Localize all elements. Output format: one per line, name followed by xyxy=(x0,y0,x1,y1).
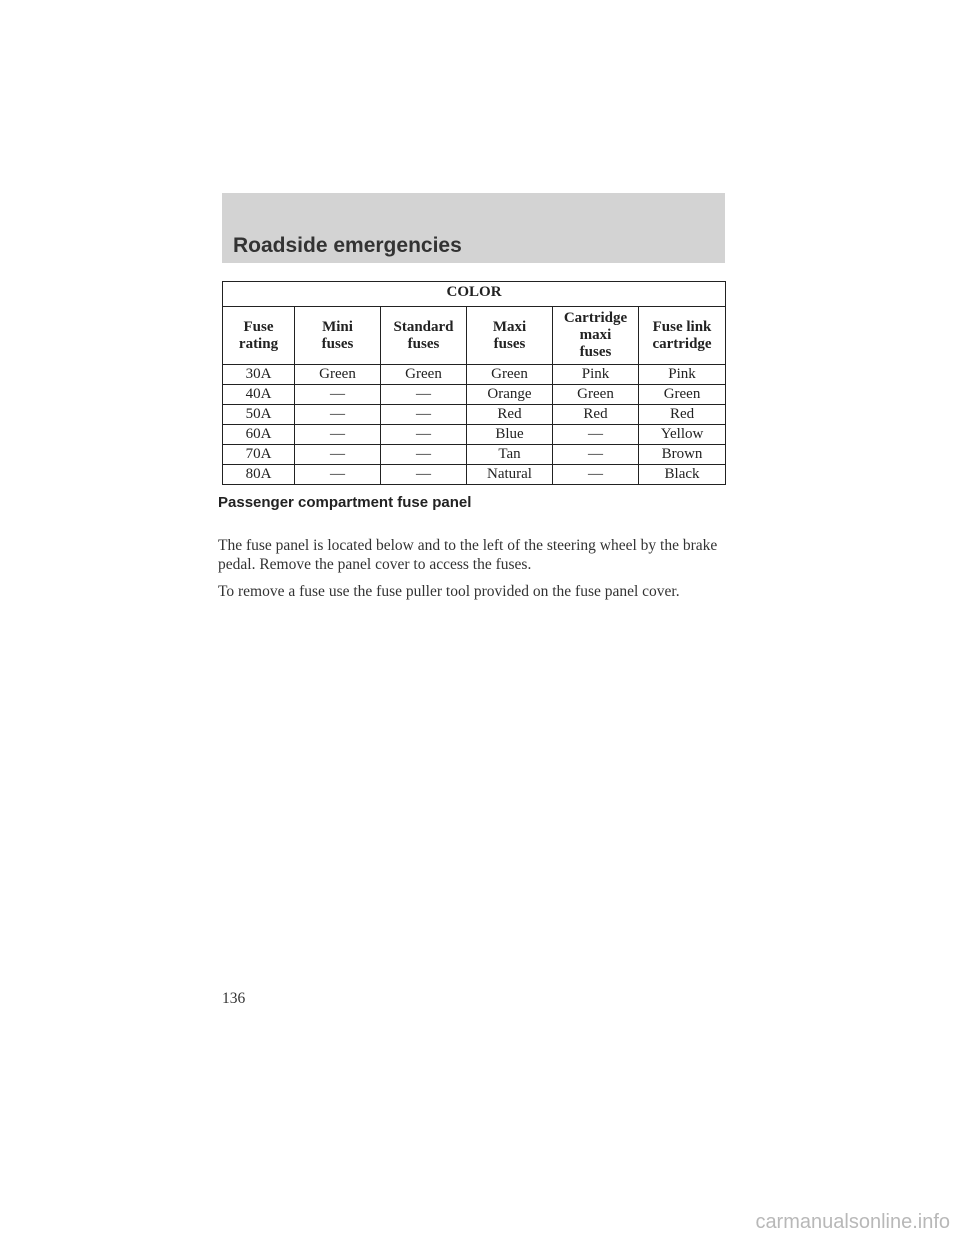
page-number: 136 xyxy=(222,990,246,1007)
table-cell: — xyxy=(381,465,467,485)
column-header-fuse-link-cartridge: Fuse link cartridge xyxy=(639,307,726,365)
table-cell: Natural xyxy=(467,465,553,485)
table-header-row xyxy=(223,307,726,365)
table-row xyxy=(223,465,726,485)
table-cell: — xyxy=(295,425,381,445)
table-cell: — xyxy=(381,425,467,445)
section-heading: Passenger compartment fuse panel xyxy=(218,494,472,511)
column-header-mini-fuses: Mini fuses xyxy=(295,307,381,365)
table-cell: Pink xyxy=(553,365,639,385)
table-cell: Red xyxy=(467,405,553,425)
table-cell: — xyxy=(295,405,381,425)
column-header-standard-fuses: Standard fuses xyxy=(381,307,467,365)
column-header-cartridge-maxi-fuses: Cartridge maxi fuses xyxy=(553,307,639,365)
table-cell: Green xyxy=(639,385,726,405)
table-cell: — xyxy=(381,405,467,425)
table-cell: Red xyxy=(639,405,726,425)
table-cell: — xyxy=(381,445,467,465)
table-cell: Brown xyxy=(639,445,726,465)
table-cell: — xyxy=(295,465,381,485)
table-group-header: COLOR xyxy=(223,282,726,307)
table-row xyxy=(223,425,726,445)
fuse-color-table xyxy=(222,281,726,485)
table-cell: — xyxy=(295,385,381,405)
section-title: Roadside emergencies xyxy=(233,234,462,257)
table-cell: Red xyxy=(553,405,639,425)
table-cell: 70A xyxy=(223,445,295,465)
table-cell: — xyxy=(553,465,639,485)
table-cell: 60A xyxy=(223,425,295,445)
column-header-maxi-fuses: Maxi fuses xyxy=(467,307,553,365)
table-cell: Blue xyxy=(467,425,553,445)
table-cell: Green xyxy=(381,365,467,385)
body-paragraph: The fuse panel is located below and to the left of the steering wheel by the brake pedal. Remove the panel cover to access the fuses. xyxy=(218,536,718,573)
table-cell: Green xyxy=(553,385,639,405)
table-row xyxy=(223,445,726,465)
table-row xyxy=(223,365,726,385)
table-cell: — xyxy=(295,445,381,465)
table-cell: Yellow xyxy=(639,425,726,445)
table-cell: 80A xyxy=(223,465,295,485)
table-cell: — xyxy=(553,425,639,445)
table-cell: — xyxy=(381,385,467,405)
table-cell: Orange xyxy=(467,385,553,405)
table-cell: Green xyxy=(295,365,381,385)
table-row xyxy=(223,405,726,425)
table-row xyxy=(223,385,726,405)
table-cell: Black xyxy=(639,465,726,485)
table-cell: Pink xyxy=(639,365,726,385)
watermark: carmanualsonline.info xyxy=(755,1211,950,1233)
table-cell: — xyxy=(553,445,639,465)
table-cell: Green xyxy=(467,365,553,385)
table-cell: 40A xyxy=(223,385,295,405)
table-cell: Tan xyxy=(467,445,553,465)
table-cell: 50A xyxy=(223,405,295,425)
body-paragraph: To remove a fuse use the fuse puller tool provided on the fuse panel cover. xyxy=(218,582,680,600)
column-header-fuse-rating: Fuse rating xyxy=(223,307,295,365)
table-cell: 30A xyxy=(223,365,295,385)
